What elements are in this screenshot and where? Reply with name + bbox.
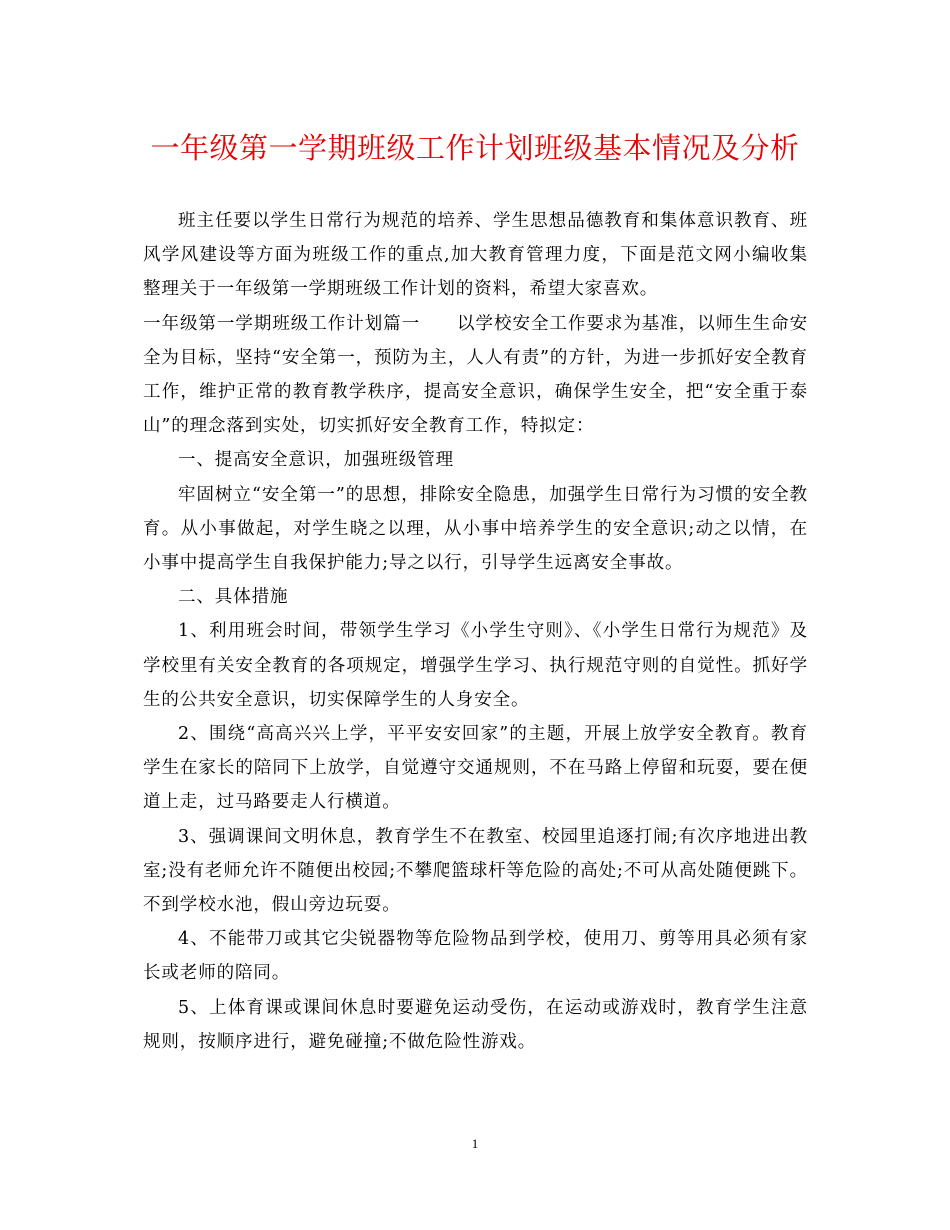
section-1-paragraph: 牢固树立“安全第一”的思想，排除安全隐患，加强学生日常行为习惯的安全教育。从小事做起，对学生晓之以理，从小事中培养学生的安全意识;动之以情，在小事中提高学生自我保护能力;导之以行，引导学生远离安全事故。 [143, 484, 808, 574]
plan-intro-paragraph: 一年级第一学期班级工作计划篇一 以学校安全工作要求为基准，以师生生命安全为目标，坚持“安全第一，预防为主，人人有责”的方针，为进一步抓好安全教育工作，维护正常的教育教学秩序，提高安全意识，确保学生安全，把“安全重于泰山”的理念落到实处，切实抓好安全教育工作，特拟定： [143, 313, 808, 437]
page-number: 1 [471, 1136, 479, 1151]
measure-4-paragraph: 4、不能带刀或其它尖锐器物等危险物品到学校，使用刀、剪等用具必须有家长或老师的陪同。 [143, 929, 808, 984]
section-heading-2: 二、具体措施 [178, 587, 289, 608]
measure-3-paragraph: 3、强调课间文明休息，教育学生不在教室、校园里追逐打闹;有次序地进出教室;没有老师允许不随便出校园;不攀爬篮球杆等危险的高处;不可从高处随便跳下。不到学校水池，假山旁边玩耍。 [143, 826, 808, 916]
document-title: 一年级第一学期班级工作计划班级基本情况及分析 [150, 131, 800, 165]
intro-paragraph: 班主任要以学生日常行为规范的培养、学生思想品德教育和集体意识教育、班风学风建设等方面为班级工作的重点,加大教育管理力度，下面是范文网小编收集整理关于一年级第一学期班级工作计划的资料，希望大家喜欢。 [143, 211, 808, 300]
measure-5-paragraph: 5、上体育课或课间休息时要避免运动受伤，在运动或游戏时，教育学生注意规则，按顺序进行，避免碰撞;不做危险性游戏。 [143, 997, 808, 1052]
section-heading-1: 一、提高安全意识，加强班级管理 [178, 450, 454, 471]
measure-2-paragraph: 2、围绕“高高兴兴上学，平平安安回家”的主题，开展上放学安全教育。教育学生在家长的陪同下上放学，自觉遵守交通规则，不在马路上停留和玩耍，要在便道上走，过马路要走人行横道。 [143, 724, 808, 813]
measure-1-paragraph: 1、利用班会时间，带领学生学习《小学生守则》、《小学生日常行为规范》及学校里有关安全教育的各项规定，增强学生学习、执行规范守则的自觉性。抓好学生的公共安全意识，切实保障学生的人身安全。 [143, 621, 808, 710]
document-body [143, 204, 808, 1059]
